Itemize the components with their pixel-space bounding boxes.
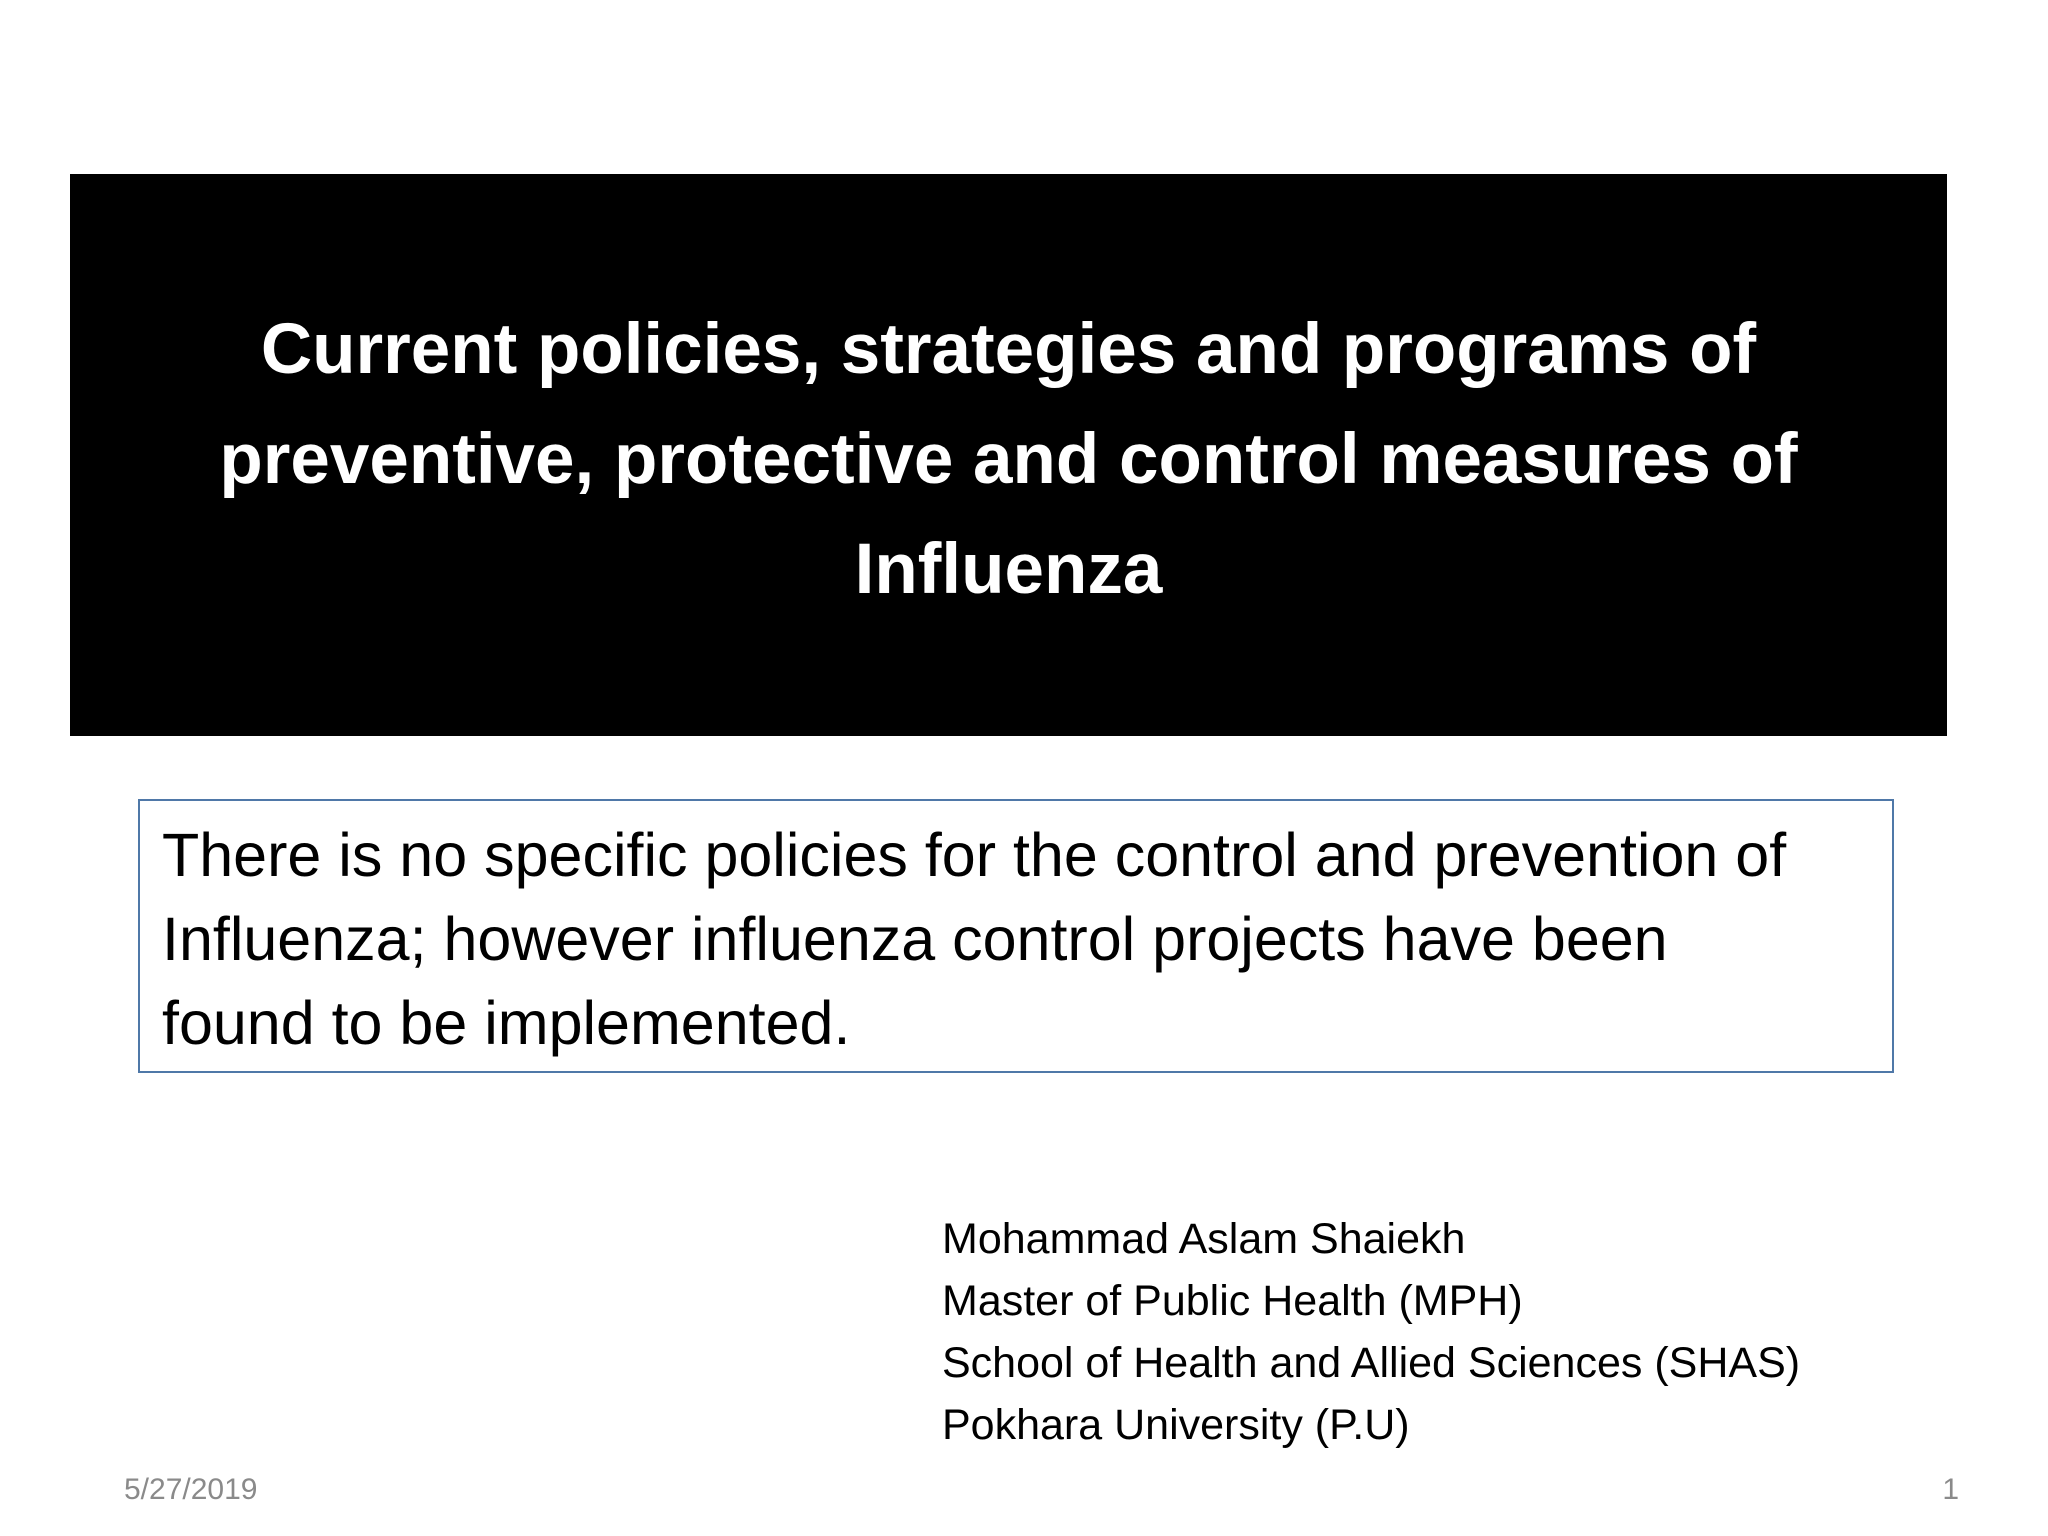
title-box (70, 174, 1947, 736)
author-degree: Master of Public Health (MPH) (942, 1277, 1523, 1325)
note-text-box (138, 799, 1894, 1073)
note-text (162, 813, 1872, 1065)
author-school: School of Health and Allied Sciences (SHAS) (942, 1339, 1801, 1387)
note-line-1: There is no specific policies for the control and prevention of (162, 821, 1787, 889)
author-university: Pokhara University (P.U) (942, 1401, 1410, 1449)
note-line-2: Influenza; however influenza control projects have been (162, 905, 1668, 973)
footer-page-number: 1 (1942, 1473, 1959, 1506)
slide-title-line-1: Current policies, strategies and programs of (260, 310, 1757, 389)
slide-title-line-3: Influenza (854, 530, 1163, 609)
note-line-3: found to be implemented. (162, 989, 851, 1057)
author-name: Mohammad Aslam Shaiekh (942, 1215, 1466, 1263)
slide-title (219, 285, 1797, 625)
slide-title-line-2: preventive, protective and control measures of (219, 420, 1798, 499)
author-block (942, 1208, 1942, 1456)
footer-date: 5/27/2019 (124, 1473, 258, 1506)
